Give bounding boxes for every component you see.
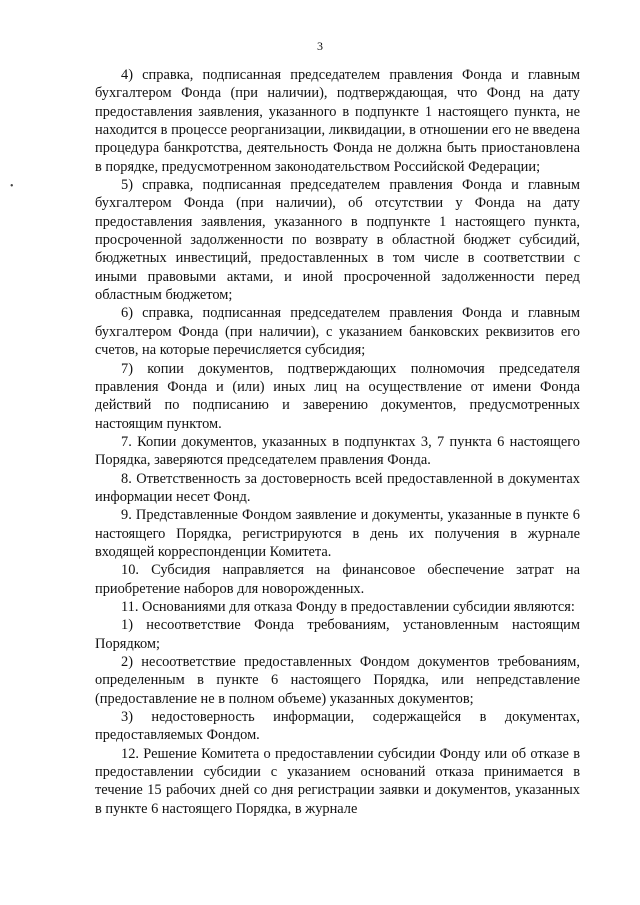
paragraph-refusal-2: 2) несоответствие предоставленных Фондом документов требованиям, определенным в пункте 6 настоящего Порядка, или непредставление (предоставление не в полном объеме) указанных документов; <box>95 654 580 707</box>
paragraph-subitem-7: 7) копии документов, подтверждающих полномочия председателя правления Фонда и (или) иных лиц на осуществление от имени Фонда действий по подписанию и заверению документов, предусмотренных настоящим пунктом. <box>95 360 580 432</box>
paragraph-clause-9: 9. Представленные Фондом заявление и документы, указанные в пункте 6 настоящего Порядка, регистрируются в день их получения в журнале входящей корреспонденции Комитета. <box>95 507 580 560</box>
page-number: 3 <box>317 39 323 53</box>
paragraph-clause-11: 11. Основаниями для отказа Фонду в предоставлении субсидии являются: <box>121 598 575 615</box>
paragraph-clause-7: 7. Копии документов, указанных в подпунктах 3, 7 пункта 6 настоящего Порядка, заверяются председателем правления Фонда. <box>95 433 580 469</box>
paragraph-clause-10: 10. Субсидия направляется на финансовое обеспечение затрат на приобретение наборов для новорожденных. <box>95 562 580 597</box>
paragraph-clause-12: 12. Решение Комитета о предоставлении субсидии Фонду или об отказе в предоставлении субсидии с указанием оснований отказа принимается в течение 15 рабочих дней со дня регистрации заявки и документов, указанных в пункте 6 настоящего Порядка, в журнале <box>95 745 580 817</box>
paragraph-refusal-1: 1) несоответствие Фонда требованиям, установленным настоящим Порядком; <box>95 617 580 652</box>
paragraph-subitem-4: 4) справка, подписанная председателем правления Фонда и главным бухгалтером Фонда (при наличии), подтверждающая, что Фонд на дату предоставления заявления, указанного в подпункте 1 настоящего пункта, не находится в процессе реорганизации, ликвидации, в отношении его не введена процедура банкротства, деятельность Фонда не должна быть приостановлена в порядке, предусмотренном законодательством Российской Федерации; <box>95 67 580 175</box>
paragraph-subitem-6: 6) справка, подписанная председателем правления Фонда и главным бухгалтером Фонда (при наличии), с указанием банковских реквизитов его счетов, на которые перечисляется субсидия; <box>95 305 580 359</box>
paragraph-clause-8: 8. Ответственность за достоверность всей предоставленной в документах информации несет Фонд. <box>95 470 580 505</box>
document-body <box>95 66 580 818</box>
paragraph-subitem-5: 5) справка, подписанная председателем правления Фонда и главным бухгалтером Фонда (при наличии), об отсутствии у Фонда на дату предоставления заявления, указанного в подпункте 1 настоящего пункта, просроченной задолженности по возврату в областной бюджет субсидий, бюджетных инвестиций, предоставленных в том числе в соответствии с иными правовыми актами, и иной просроченной задолженности перед областным бюджетом; <box>95 177 580 304</box>
margin-mark: • <box>10 181 14 192</box>
paragraph-refusal-3: 3) недостоверность информации, содержащейся в документах, предоставляемых Фондом. <box>95 709 580 744</box>
